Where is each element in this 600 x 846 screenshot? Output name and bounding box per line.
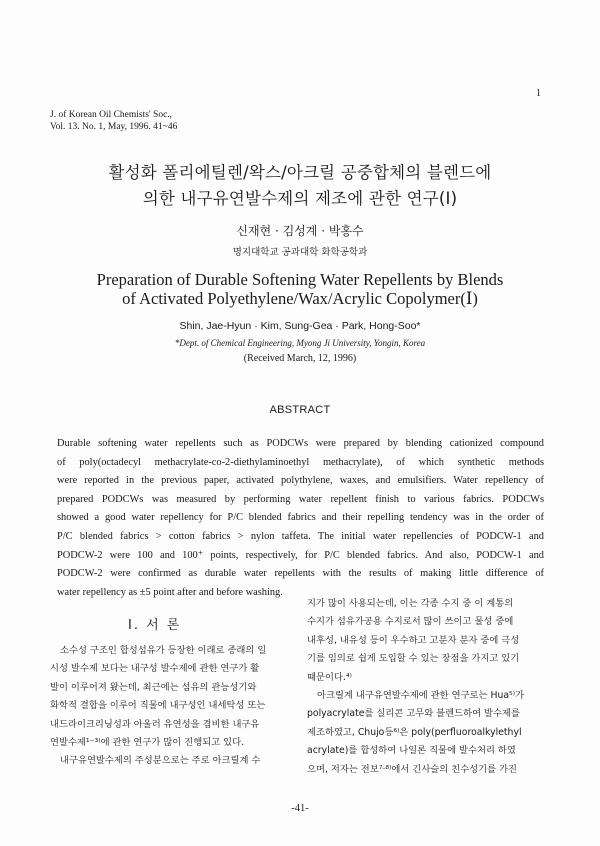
paragraph-line: 제조하였고, Chujo등⁶⁾은 poly(perfluoroalkylethyl xyxy=(307,726,522,738)
korean-authors: 신재현 · 김성계 · 박홍수 xyxy=(236,224,364,238)
left-column-text xyxy=(50,642,295,771)
section-heading-introduction: Ⅰ. 서 론 xyxy=(128,618,182,633)
received-date: (Received March, 12, 1996) xyxy=(243,353,357,364)
paragraph-line: 때문이다.⁴⁾ xyxy=(307,671,352,683)
paragraph-line: 기를 임의로 쉽게 도입할 수 있는 장점을 가지고 있기 xyxy=(307,653,520,665)
abstract-line: Durable softening water repellents such as PODCWs were prepared by blending cationized compound xyxy=(57,438,544,449)
english-title xyxy=(0,270,600,308)
abstract-line: PODCW-2 were confirmed as durable water repellents with the results of making little difference of xyxy=(57,568,544,580)
abstract-line: were reported in the previous paper, activated polythylene, waxes, and emulsifiers. Water repellency of xyxy=(57,475,544,487)
paragraph-line: 으며, 저자는 전보⁷·⁸⁾에서 긴사슬의 친수성기를 가진 xyxy=(307,763,518,775)
abstract-line: water repellency as ±5 point after and before washing. xyxy=(57,586,283,598)
page-number-bottom: -41- xyxy=(291,803,309,814)
paragraph-line: 내후성, 내유성 등이 우수하고 고분자 분자 중에 극성 xyxy=(307,634,520,646)
paragraph-line: polyacrylate를 실리콘 고무와 블렌드하여 발수제를 xyxy=(307,708,520,720)
abstract-body xyxy=(57,435,544,602)
paragraph-line: 내드라이크리닝성과 아울러 유연성을 겸비한 내구유 xyxy=(50,718,260,730)
korean-title-line-1: 활성화 폴리에틸렌/왁스/아크릴 공중합체의 블렌드에 xyxy=(108,163,492,182)
english-title-line-2: of Activated Polyethylene/Wax/Acrylic Copolymer(Ⅰ) xyxy=(122,289,478,308)
english-authors: Shin, Jae-Hyun · Kim, Sung-Gea · Park, Hong-Soo* xyxy=(179,320,421,332)
paragraph-line: 발이 이루어져 왔는데, 최근에는 섬유의 관능성기와 xyxy=(50,681,257,693)
abstract-line: P/C blended fabrics > cotton fabrics > nylon taffeta. The initial water repellencies of PODCW-1 and xyxy=(57,530,544,542)
korean-title-line-2: 의한 내구유연발수제의 제조에 관한 연구(Ⅰ) xyxy=(142,189,458,208)
paragraph-line: 지가 많이 사용되는데, 이는 각종 수지 중 이 계통의 xyxy=(307,598,514,609)
english-affiliation: *Dept. of Chemical Engineering, Myong Ji University, Yongin, Korea xyxy=(174,338,426,348)
right-column-text xyxy=(307,595,552,779)
paragraph-line: 아크릴계 내구유연발수제에 관한 연구로는 Hua⁵⁾가 xyxy=(317,689,525,701)
abstract-line: of poly(octadecyl methacrylate-co-2-diethylaminoethyl methacrylate), of which synthetic methods xyxy=(57,456,544,468)
paragraph-line: 수지가 섬유가공용 수지로서 많이 쓰이고 물성 중에 xyxy=(307,616,514,628)
paragraph-line: 소수성 구조인 합성섬유가 등장한 이래로 종래의 일 xyxy=(60,645,267,656)
english-title-line-1: Preparation of Durable Softening Water Repellents by Blends xyxy=(96,270,504,289)
korean-affiliation: 명지대학교 공과대학 화학공학과 xyxy=(232,247,368,258)
journal-line-1: J. of Korean Oil Chemists' Soc., xyxy=(50,110,173,120)
korean-title xyxy=(0,160,600,212)
paragraph-line: 시성 발수제 보다는 내구성 발수제에 관한 연구가 활 xyxy=(50,663,260,675)
journal-line-2: Vol. 13. No. 1, May, 1996. 41~46 xyxy=(50,122,178,132)
page-number-top: 1 xyxy=(536,88,541,99)
abstract-heading: ABSTRACT xyxy=(269,404,331,416)
journal-citation xyxy=(50,109,177,133)
abstract-line: showed a good water repellency for P/C blended fabrics and their repelling tendency was in the order of xyxy=(57,512,544,524)
paragraph-line: 연발수제¹⁻³⁾에 관한 연구가 많이 진행되고 있다. xyxy=(50,736,245,748)
abstract-line: prepared PODCWs was measured by performing water repellent finish to various fabrics. PODCWs xyxy=(57,493,544,505)
abstract-line: PODCW-2 were 100 and 100⁺ points, respectively, for P/C blended fabrics. And also, PODCW-1 and xyxy=(57,549,544,561)
paragraph-line: acrylate)를 합성하여 나일론 직물에 발수처리 하였 xyxy=(307,745,516,757)
paragraph-line: 화학적 결합을 이루어 직물에 내구성인 내세탁성 또는 xyxy=(50,700,266,712)
paragraph-line: 내구유연발수제의 주성분으로는 주로 아크릴계 수 xyxy=(60,755,261,767)
